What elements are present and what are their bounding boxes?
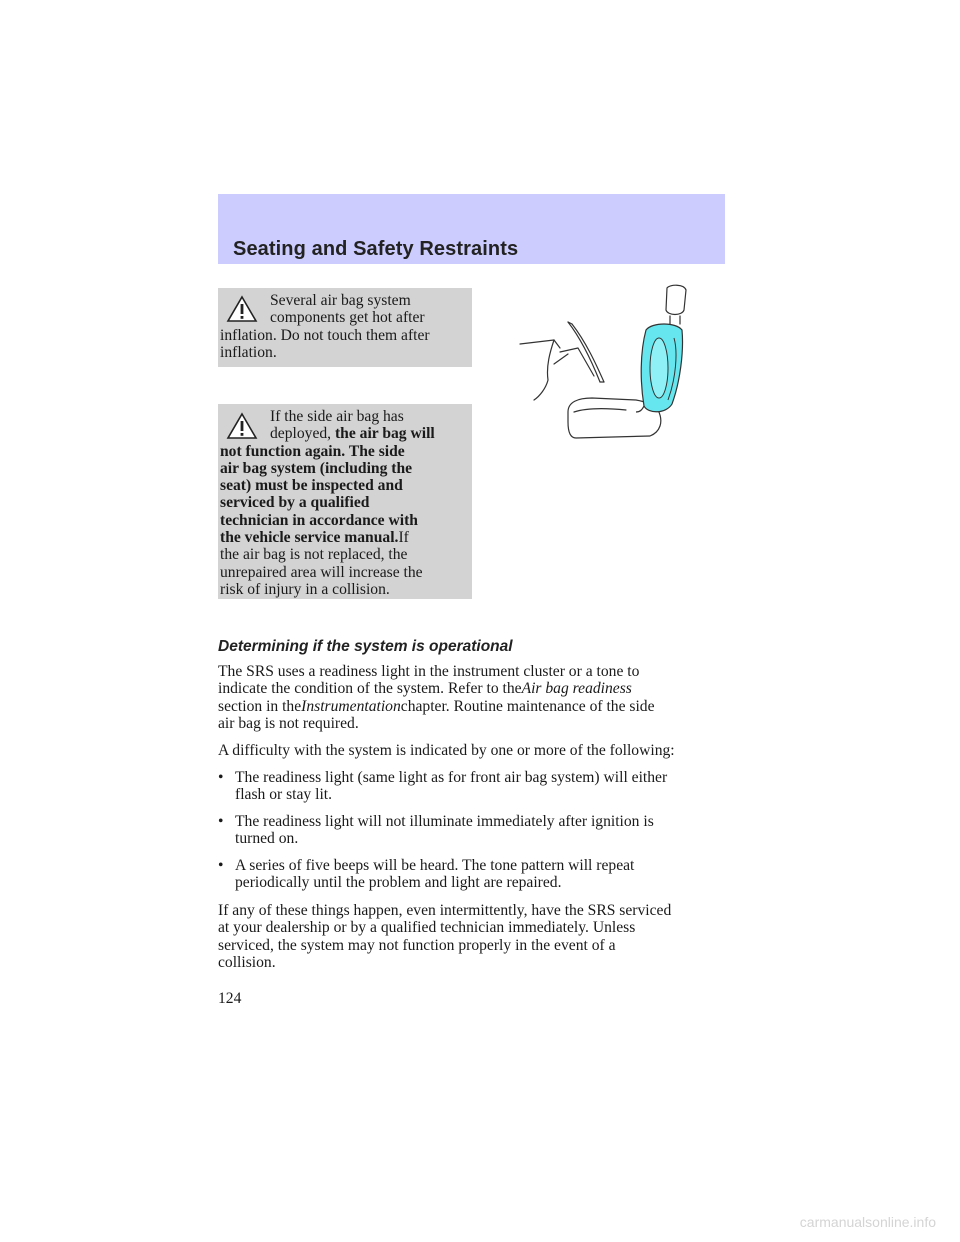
text-line: at your dealership or by a qualified technician immediately. Unless <box>218 919 636 937</box>
list-item: • The readiness light (same light as for front air bag system) will either flash or stay lit. <box>218 769 668 804</box>
warning-line-bold: the air bag will <box>334 425 435 443</box>
side-airbag-seat-illustration <box>516 282 716 444</box>
list-item: • The readiness light will not illuminate immediately after ignition is turned on. <box>218 813 654 848</box>
text-line: turned on. <box>235 830 299 848</box>
warning-line-bold: the vehicle service manual. <box>220 529 399 547</box>
warning-line: If <box>398 529 409 547</box>
text-line: serviced, the system may not function properly in the event of a <box>218 936 616 954</box>
warning-line-bold: not function again. The side <box>220 442 405 460</box>
text-line: The SRS uses a readiness light in the instrument cluster or a tone to <box>218 663 640 680</box>
text-line: chapter. Routine maintenance of the side <box>400 697 655 715</box>
warning-line: the air bag is not replaced, the <box>220 546 408 564</box>
warning-line: inflation. Do not touch them after <box>220 326 430 344</box>
section-title: Determining if the system is operational <box>218 638 513 655</box>
warning-line-bold: seat) must be inspected and <box>220 477 403 495</box>
text-line: A series of five beeps will be heard. The tone pattern will repeat <box>235 857 635 874</box>
warning-line: deployed, <box>270 425 332 443</box>
list-item: • A series of five beeps will be heard. The tone pattern will repeat periodically until the problem and light are repaired. <box>218 857 635 892</box>
warning-line: inflation. <box>220 343 277 361</box>
text-line: air bag is not required. <box>218 714 359 732</box>
text-line: indicate the condition of the system. Refer to the <box>218 680 522 698</box>
page-number: 124 <box>218 990 242 1007</box>
warning-line: components get hot after <box>270 309 425 327</box>
warning-line: Several air bag system <box>270 292 411 309</box>
warning-line: risk of injury in a collision. <box>220 580 390 598</box>
watermark: carmanualsonline.info <box>799 1214 936 1230</box>
text-line: flash or stay lit. <box>235 786 333 804</box>
warning-line: unrepaired area will increase the <box>220 563 423 581</box>
italic-ref: Instrumentation <box>301 697 401 715</box>
italic-ref: Air bag readiness <box>521 680 632 698</box>
text-line: periodically until the problem and light are repaired. <box>235 874 562 892</box>
warning-box-side-airbag-deployed <box>218 404 472 599</box>
page-title: Seating and Safety Restraints <box>233 238 519 260</box>
warning-box-hot-components <box>218 288 472 367</box>
text-line: collision. <box>218 953 276 971</box>
text-line: section in the <box>218 697 302 715</box>
warning-line: If the side air bag has <box>270 408 404 425</box>
text-line: The readiness light will not illuminate immediately after ignition is <box>235 813 654 830</box>
warning-line-bold: technician in accordance with <box>220 511 418 529</box>
paragraph-difficulty: A difficulty with the system is indicated by one or more of the following: <box>218 742 675 759</box>
warning-line-bold: air bag system (including the <box>220 459 413 477</box>
text-line: If any of these things happen, even intermittently, have the SRS serviced <box>218 902 672 919</box>
text-line: The readiness light (same light as for front air bag system) will either <box>235 769 668 786</box>
paragraph-service <box>218 902 728 971</box>
paragraph-srs-readiness <box>218 663 728 732</box>
warning-line-bold: serviced by a qualified <box>220 494 370 512</box>
